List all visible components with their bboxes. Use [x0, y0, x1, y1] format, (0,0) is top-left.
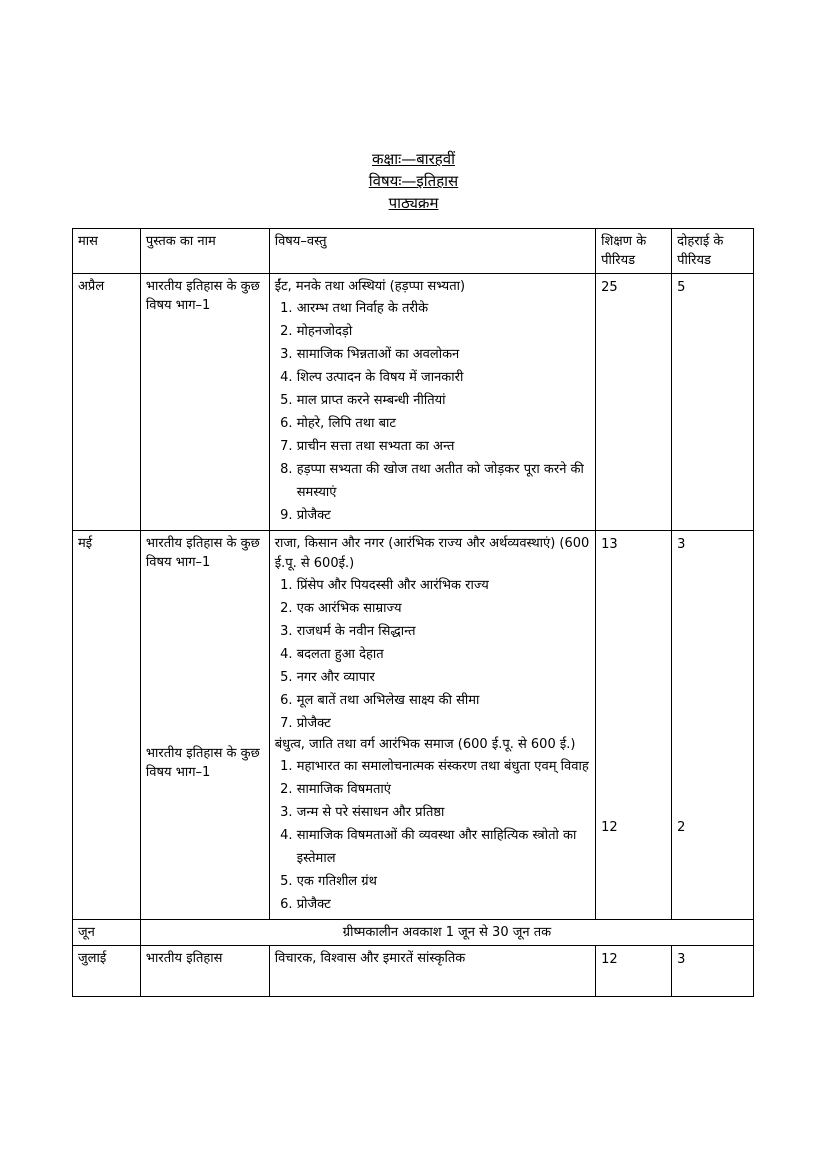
- book-name: भारतीय इतिहास के कुछ विषय भाग–1: [145, 536, 260, 570]
- col-month: मास: [73, 229, 141, 274]
- syllabus-title: पाठ्यक्रम: [388, 194, 439, 212]
- document-titles: [0, 148, 827, 214]
- list-item: 2. मोहनजोदड़ो: [297, 320, 590, 343]
- col-teaching-periods: शिक्षण के पीरियड: [596, 229, 672, 274]
- list-item: 1. आरम्भ तथा निर्वाह के तरीके: [297, 297, 590, 320]
- month-cell: जुलाई: [73, 946, 141, 997]
- list-item: 1. प्रिंसेप और पियदस्सी और आरंभिक राज्य: [297, 574, 590, 597]
- table-row-may: [73, 531, 754, 920]
- list-item: 7. प्राचीन सत्ता तथा सभ्यता का अन्त: [297, 435, 590, 458]
- table-row-july: [73, 946, 754, 997]
- list-item: 6. मूल बातें तथा अभिलेख साक्ष्य की सीमा: [297, 689, 590, 712]
- content-cell: [269, 274, 595, 531]
- list-item: 6. मोहरे, लिपि तथा बाट: [297, 412, 590, 435]
- teaching-periods-cell: [596, 531, 672, 920]
- table-row-june: [73, 920, 754, 946]
- col-revision-periods: दोहराई के पीरियड: [672, 229, 754, 274]
- list-item: 4. बदलता हुआ देहात: [297, 643, 590, 666]
- vacation-note: ग्रीष्मकालीन अवकाश 1 जून से 30 जून तक: [140, 920, 753, 946]
- list-item: 9. प्रोजैक्ट: [297, 504, 590, 527]
- book-cell: [140, 531, 269, 920]
- book-cell: भारतीय इतिहास: [140, 946, 269, 997]
- revision-periods-cell: [672, 531, 754, 920]
- list-item: 5. एक गतिशील ग्रंथ: [297, 870, 590, 893]
- subject-title: विषयः—इतिहास: [368, 172, 459, 190]
- topic-heading: राजा, किसान और नगर (आरंभिक राज्य और अर्थव्यवस्थाएं) (600 ई.पू. से 600ई.): [274, 536, 590, 571]
- list-item: 2. एक आरंभिक साम्राज्य: [297, 597, 590, 620]
- list-item: 3. सामाजिक भिन्नताओं का अवलोकन: [297, 343, 590, 366]
- teaching-periods-value: 13: [601, 537, 618, 552]
- revision-periods-value: 2: [677, 820, 686, 835]
- revision-periods-cell: 5: [672, 274, 754, 531]
- topic-list: [275, 297, 590, 527]
- list-item: 7. प्रोजैक्ट: [297, 712, 590, 735]
- content-cell: विचारक, विश्वास और इमारतें सांस्कृतिक: [269, 946, 595, 997]
- col-content: विषय–वस्तु: [269, 229, 595, 274]
- list-item: 4. शिल्प उत्पादन के विषय में जानकारी: [297, 366, 590, 389]
- topic-list: [275, 574, 590, 735]
- topic-heading: बंधुत्व, जाति तथा वर्ग आरंभिक समाज (600 ई.पू. से 600 ई.): [274, 737, 576, 752]
- list-item: 5. नगर और व्यापार: [297, 666, 590, 689]
- table-row-april: [73, 274, 754, 531]
- class-title: कक्षाः—बारहवीं: [372, 150, 455, 168]
- month-cell: जून: [73, 920, 141, 946]
- teaching-periods-value: 12: [601, 820, 618, 835]
- list-item: 3. जन्म से परे संसाधन और प्रतिष्ठा: [297, 801, 590, 824]
- col-book: पुस्तक का नाम: [140, 229, 269, 274]
- list-item: 5. माल प्राप्त करने सम्बन्धी नीतियां: [297, 389, 590, 412]
- revision-periods-cell: 3: [672, 946, 754, 997]
- list-item: 6. प्रोजैक्ट: [297, 893, 590, 916]
- list-item: 1. महाभारत का समालोचनात्मक संस्करण तथा बंधुता एवम् विवाह: [297, 755, 590, 778]
- teaching-periods-cell: 12: [596, 946, 672, 997]
- list-item: 2. सामाजिक विषमताएं: [297, 778, 590, 801]
- list-item: 8. हड़प्पा सभ्यता की खोज तथा अतीत को जोड़कर पूरा करने की समस्याएं: [297, 458, 590, 504]
- teaching-periods-cell: 25: [596, 274, 672, 531]
- revision-periods-value: 3: [677, 537, 686, 552]
- topic-list: [275, 755, 590, 916]
- syllabus-table: [72, 228, 754, 997]
- list-item: 3. राजधर्म के नवीन सिद्धान्त: [297, 620, 590, 643]
- month-cell: अप्रैल: [73, 274, 141, 531]
- book-name: भारतीय इतिहास के कुछ विषय भाग–1: [145, 746, 260, 780]
- table-header-row: [73, 229, 754, 274]
- book-cell: भारतीय इतिहास के कुछ विषय भाग–1: [140, 274, 269, 531]
- content-cell: [269, 531, 595, 920]
- topic-heading: ईंट, मनके तथा अस्थियां (हड़प्पा सभ्यता): [274, 279, 466, 294]
- list-item: 4. सामाजिक विषमताओं की व्यवस्था और साहित्यिक स्त्रोतो का इस्तेमाल: [297, 824, 590, 870]
- month-cell: मई: [73, 531, 141, 920]
